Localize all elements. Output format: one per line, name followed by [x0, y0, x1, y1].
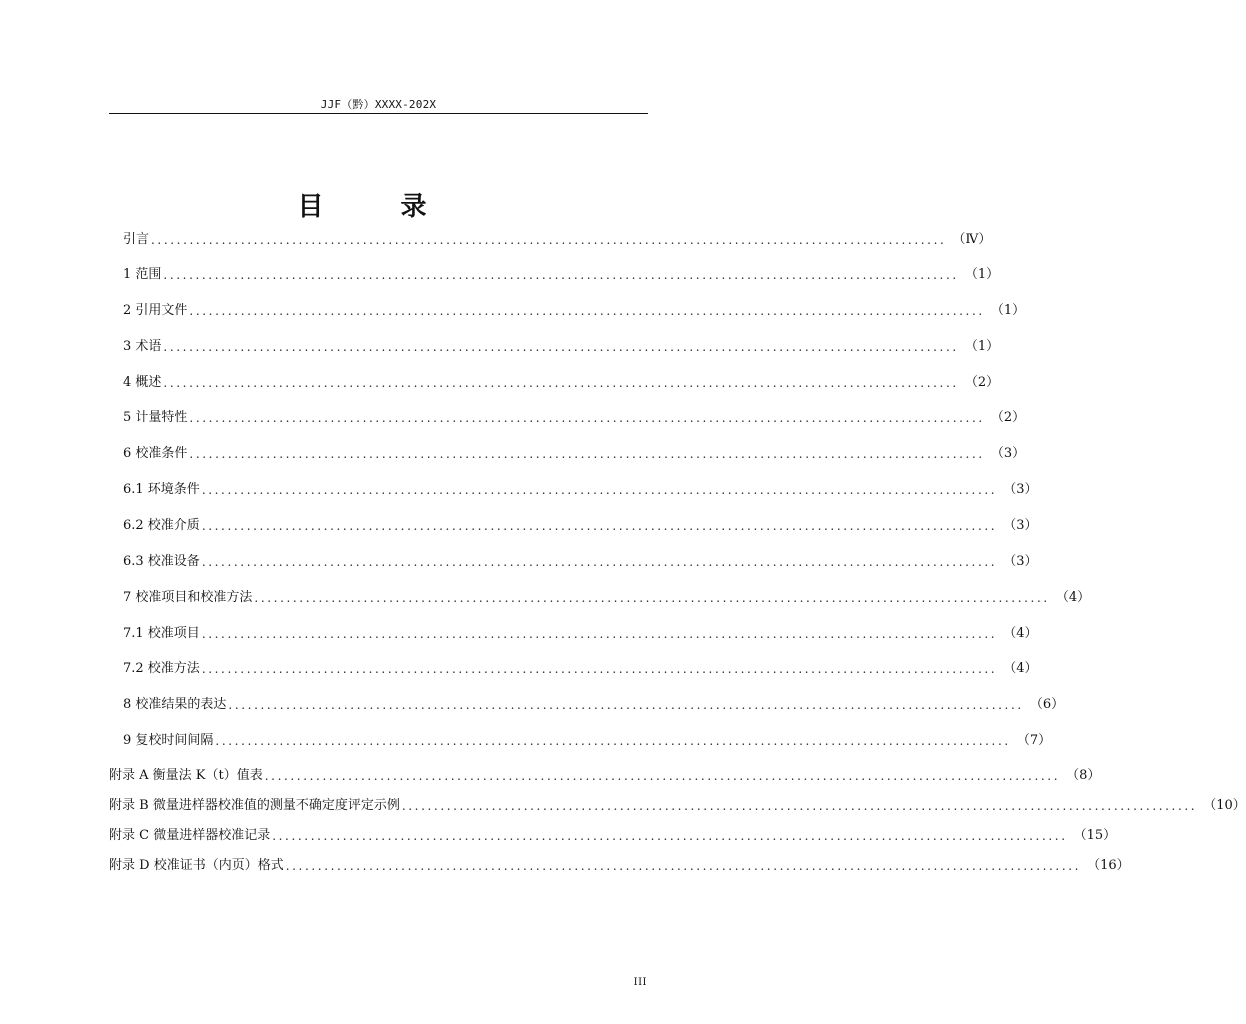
toc-entry-page: （2）	[964, 375, 1000, 390]
toc-leader-dots: ............................................................................................................................	[201, 519, 998, 533]
toc-entry[interactable]	[123, 625, 1038, 643]
toc-entry-label: 5 计量特性	[123, 410, 188, 425]
toc-leader-dots: ............................................................................................................................	[201, 627, 998, 641]
toc-entry-label: 附录 B 微量进样器校准值的测量不确定度评定示例	[109, 798, 400, 813]
toc-entry-page: （4）	[1003, 661, 1038, 676]
toc-entry[interactable]	[123, 481, 1038, 499]
toc-entry[interactable]	[123, 445, 1026, 463]
toc-entry[interactable]	[123, 302, 1026, 320]
toc-entry-page: （1）	[964, 267, 1000, 282]
toc-entry-page: （8）	[1066, 768, 1101, 783]
toc-entry-label: 6 校准条件	[123, 446, 188, 461]
toc-leader-dots: ............................................................................................................................	[201, 483, 998, 497]
toc-entry-label: 6.2 校准介质	[123, 518, 200, 533]
toc-entry-page: （15）	[1073, 828, 1117, 843]
toc-entry-label: 7.2 校准方法	[123, 661, 200, 676]
toc-entry-label: 6.1 环境条件	[123, 482, 200, 497]
toc-leader-dots: ............................................................................................................................	[163, 376, 959, 390]
toc-entry-label: 9 复校时间间隔	[123, 733, 214, 748]
toc-entry-page: （16）	[1087, 858, 1130, 873]
toc-entry-page: （6）	[1029, 697, 1065, 712]
toc-entry-appendix[interactable]	[109, 857, 1130, 875]
toc-entry[interactable]	[123, 374, 1000, 392]
toc-leader-dots: ............................................................................................................................	[401, 799, 1198, 813]
toc-entry-label: 附录 C 微量进样器校准记录	[109, 828, 271, 843]
toc-entry-page: （3）	[1003, 554, 1038, 569]
toc-leader-dots: ............................................................................................................................	[228, 698, 1024, 712]
toc-entry-label: 2 引用文件	[123, 303, 188, 318]
toc-entry-page: （4）	[1003, 626, 1038, 641]
toc-entry[interactable]	[123, 231, 992, 249]
toc-entry-page: （3）	[1003, 482, 1038, 497]
toc-entry[interactable]	[123, 589, 1091, 607]
toc-entry-label: 4 概述	[123, 375, 162, 390]
toc-entry-label: 7.1 校准项目	[123, 626, 200, 641]
toc-entry[interactable]	[123, 553, 1038, 571]
toc-leader-dots: ............................................................................................................................	[215, 734, 1011, 748]
toc-entry-label: 附录 D 校准证书（内页）格式	[109, 858, 284, 873]
toc-leader-dots: ............................................................................................................................	[272, 829, 1068, 843]
toc-entry-page: （3）	[990, 446, 1026, 461]
toc-entry[interactable]	[123, 409, 1026, 427]
toc-entry-appendix[interactable]	[109, 827, 1117, 845]
toc-entry-page: （4）	[1055, 590, 1091, 605]
document-header-code: JJF（黔）XXXX-202X	[320, 98, 437, 111]
toc-entry[interactable]	[123, 517, 1038, 535]
toc-entry-page: （3）	[1003, 518, 1038, 533]
toc-entry[interactable]	[123, 660, 1038, 678]
toc-entry[interactable]	[123, 696, 1065, 714]
toc-entry-page: （2）	[990, 410, 1026, 425]
toc-entry-label: 引言	[123, 232, 150, 247]
toc-entry[interactable]	[123, 266, 1000, 284]
toc-leader-dots: ............................................................................................................................	[189, 447, 985, 461]
toc-leader-dots: ............................................................................................................................	[285, 859, 1082, 873]
toc-leader-dots: ............................................................................................................................	[189, 304, 985, 318]
toc-entry-appendix[interactable]	[109, 797, 1246, 815]
page-title: 目 录	[297, 192, 461, 222]
toc-leader-dots: ............................................................................................................................	[163, 268, 959, 282]
toc-entry-label: 3 术语	[123, 339, 162, 354]
toc-leader-dots: ............................................................................................................................	[151, 233, 947, 247]
header-rule	[109, 113, 648, 114]
toc-entry-appendix[interactable]	[109, 767, 1101, 785]
toc-leader-dots: ............................................................................................................................	[264, 769, 1061, 783]
toc-entry-label: 8 校准结果的表达	[123, 697, 227, 712]
toc-entry-page: （Ⅳ）	[952, 232, 992, 247]
toc-entry-label: 7 校准项目和校准方法	[123, 590, 253, 605]
toc-entry[interactable]	[123, 732, 1052, 750]
page-number: III	[633, 977, 647, 988]
toc-entry-label: 附录 A 衡量法 K（t）值表	[109, 768, 263, 783]
toc-entry-label: 6.3 校准设备	[123, 554, 200, 569]
toc-entry-label: 1 范围	[123, 267, 162, 282]
toc-entry-page: （1）	[990, 303, 1026, 318]
toc-leader-dots: ............................................................................................................................	[254, 591, 1050, 605]
toc-entry-page: （7）	[1016, 733, 1052, 748]
toc-entry-page: （1）	[964, 339, 1000, 354]
toc-entry-page: （10）	[1203, 798, 1246, 813]
toc-leader-dots: ............................................................................................................................	[189, 411, 985, 425]
toc-leader-dots: ............................................................................................................................	[201, 662, 998, 676]
toc-leader-dots: ............................................................................................................................	[201, 555, 998, 569]
toc-entry[interactable]	[123, 338, 1000, 356]
toc-leader-dots: ............................................................................................................................	[163, 340, 959, 354]
